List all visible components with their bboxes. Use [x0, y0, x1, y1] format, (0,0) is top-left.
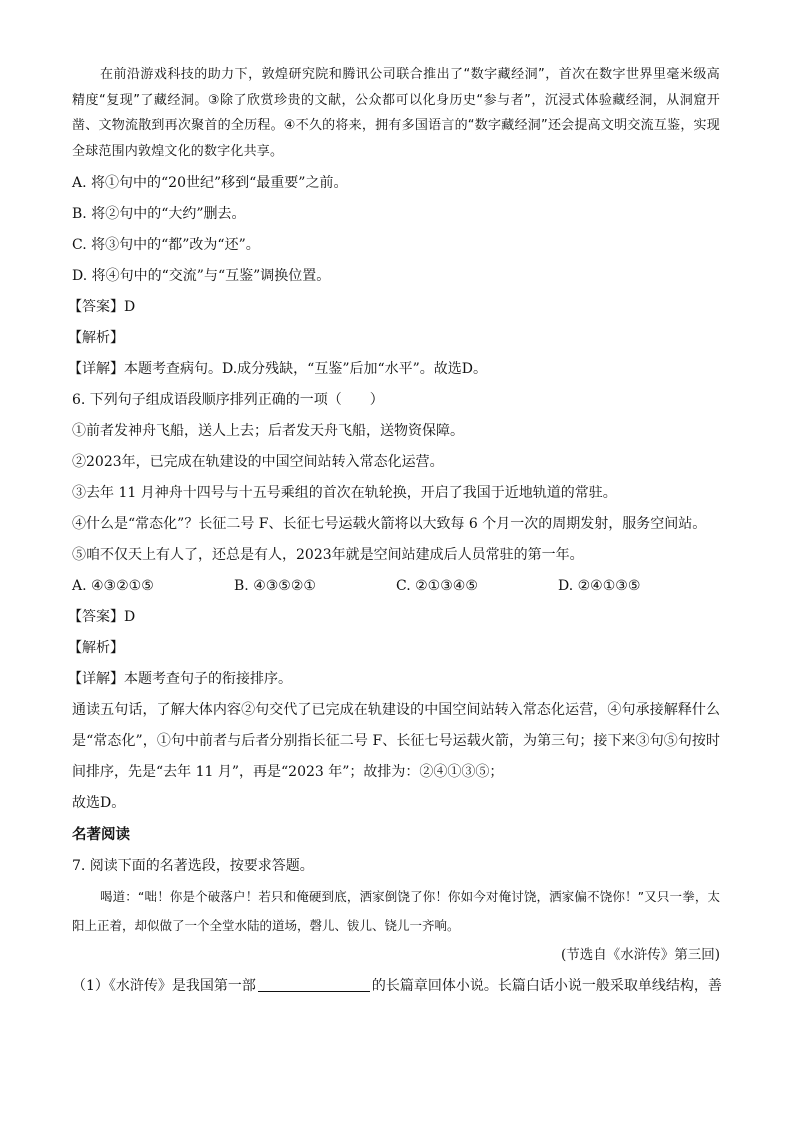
q6-sentence-5: ⑤咱不仅天上有人了，还总是有人，2023年就是空间站建成后人员常驻的第一年。: [72, 547, 584, 563]
q6-explanation: 通读五句话，了解大体内容②句交代了已完成在轨建设的中国空间站转入常态化运营，④句承接解释什么是“常态化”，①句中前者与后者分别指长征二号 F、长征七号运载火箭，为第三句；接下来③句⑤句按时间排序，先是“去年 11 月”，再是“2023 年”；故排为：②④①③⑤；: [72, 702, 720, 780]
q7-source: (节选自《水浒传》第三回): [560, 947, 720, 963]
q6-question: 6. 下列句子组成语段顺序排列正确的一项（ ）: [72, 392, 384, 408]
q6-detail: 【详解】本题考查句子的衔接排序。: [68, 671, 292, 687]
answer-blank[interactable]: [258, 977, 370, 992]
q5-option-c: C. 将③句中的“都”改为“还”。: [72, 237, 260, 253]
q7-question: 7. 阅读下面的名著选段，按要求答题。: [72, 858, 314, 874]
q5-answer: 【答案】D: [68, 299, 136, 315]
q6-option-b: B. ④③⑤②①: [234, 578, 316, 594]
q6-option-c: C. ②①③④⑤: [396, 578, 478, 594]
document-page: [68, 62, 722, 1002]
q6-options: [72, 571, 720, 602]
q6-option-a: A. ④③②①⑤: [72, 578, 154, 594]
q7-sub1-after: 的长篇章回体小说。长篇白话小说一般采取单线结构，善: [371, 978, 722, 994]
q5-analysis-label: 【解析】: [68, 330, 124, 346]
q6-option-d: D. ②④①③⑤: [558, 578, 641, 594]
q6-sentence-4: ④什么是“常态化”？长征二号 F、长征七号运载火箭将以大致每 6 个月一次的周期发射，服务空间站。: [72, 516, 707, 532]
q5-option-a: A. 将①句中的“20世纪”移到“最重要”之前。: [72, 175, 348, 191]
q5-option-d: D. 将④句中的“交流”与“互鉴”调换位置。: [72, 268, 331, 284]
passage-paragraph: 在前沿游戏科技的助力下，敦煌研究院和腾讯公司联合推出了“数字藏经洞”，首次在数字世界里毫米级高精度“复现”了藏经洞。③除了欣赏珍贵的文献，公众都可以化身历史“参与者”，沉浸式体验藏经洞，从洞窟开凿、文物流散到再次聚首的全历程。④不久的将来，拥有多国语言的“数字藏经洞”还会提高文明交流互鉴，实现全球范围内敦煌文化的数字化共享。: [72, 67, 720, 159]
section-heading: 名著阅读: [72, 827, 130, 843]
q6-conclusion: 故选D。: [72, 795, 126, 811]
q6-sentence-1: ①前者发神舟飞船，送人上去；后者发天舟飞船，送物资保障。: [72, 423, 464, 439]
q5-detail: 【详解】本题考查病句。D.成分残缺，“互鉴”后加“水平”。故选D。: [68, 361, 488, 377]
q7-quote: 喝道：“咄！你是个破落户！若只和俺硬到底，洒家倒饶了你！你如今对俺讨饶，洒家偏不饶你！”又只一拳，太阳上正着，却似做了一个全堂水陆的道场，磬儿、钹儿、铙儿一齐响。: [72, 889, 720, 933]
q5-option-b: B. 将②句中的“大约”删去。: [72, 206, 246, 222]
q7-sub1: [72, 971, 720, 1002]
q7-sub1-before: （1）《水浒传》是我国第一部: [72, 978, 256, 994]
q6-sentence-2: ②2023年，已完成在轨建设的中国空间站转入常态化运营。: [72, 454, 444, 470]
q6-answer: 【答案】D: [68, 609, 136, 625]
q6-analysis-label: 【解析】: [68, 640, 124, 656]
q6-sentence-3: ③去年 11 月神舟十四号与十五号乘组的首次在轨轮换，开启了我国于近地轨道的常驻。: [72, 485, 617, 501]
